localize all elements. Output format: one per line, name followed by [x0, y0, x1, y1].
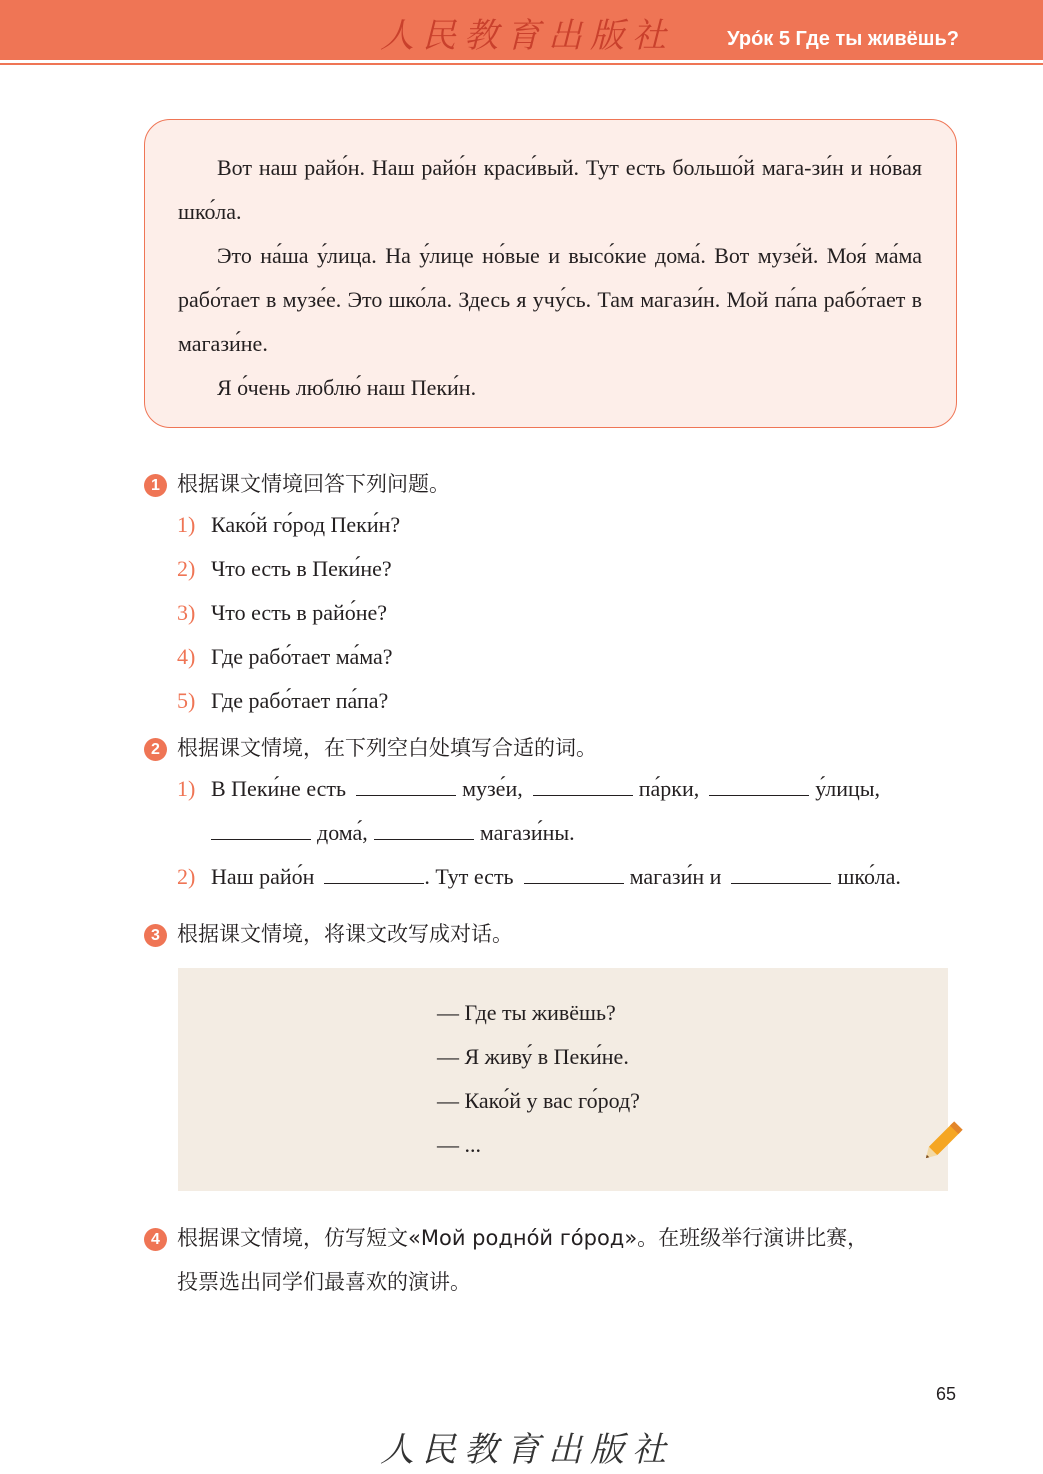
- dialog-line: — Где ты живёшь?: [437, 1000, 616, 1025]
- answer-blank[interactable]: [211, 821, 311, 840]
- sentence-part: дома́,: [317, 820, 368, 845]
- sentence-part: шко́ла.: [837, 864, 901, 889]
- fill-blank-item: [177, 864, 901, 890]
- dialog-line: — ...: [437, 1132, 481, 1157]
- task-2-heading: [144, 732, 964, 762]
- item-index: 1): [177, 512, 196, 537]
- question-item: [177, 644, 393, 670]
- pencil-icon: [918, 1113, 972, 1165]
- answer-blank[interactable]: [374, 821, 474, 840]
- task-number-badge: 3: [144, 924, 167, 947]
- item-index: 4): [177, 644, 196, 669]
- task-4-continued: [177, 1266, 997, 1296]
- sentence-part: В Пеки́не есть: [211, 776, 347, 801]
- reading-paragraph: Вот наш райо́н. Наш райо́н краси́вый. Тут есть большо́й мага-зи́н и но́вая шко́ла.: [178, 155, 922, 224]
- header-rule: [0, 63, 1043, 65]
- lesson-title: Уро́к 5 Где ты живёшь?: [727, 28, 959, 50]
- dialog-line: — Како́й у вас го́род?: [437, 1088, 640, 1113]
- question-item: [177, 512, 400, 538]
- task-instruction: 根据课文情境回答下列问题。: [177, 472, 450, 496]
- page-number: 65: [936, 1384, 957, 1404]
- answer-blank[interactable]: [324, 865, 424, 884]
- sentence-part: па́рки,: [638, 776, 700, 801]
- item-index: 2): [177, 556, 196, 581]
- reading-paragraph: Это на́ша у́лица. На у́лице но́вые и высо́кие дома́. Вот музе́й. Моя́ ма́ма рабо́тает в музе́е. Это шко́ла. Здесь я учу́сь. Там магази́н. Мой па́па рабо́тает в магази́не.: [178, 243, 922, 356]
- item-index: 1): [177, 776, 196, 801]
- question-text: Како́й го́род Пеки́н?: [211, 512, 401, 537]
- sentence-part: музе́и,: [462, 776, 523, 801]
- sentence-part: у́лицы,: [815, 776, 881, 801]
- task-number-badge: 1: [144, 474, 167, 497]
- publisher-logo-footer: 人民教育出版社: [380, 1430, 674, 1470]
- question-text: Где рабо́тает па́па?: [211, 688, 389, 713]
- task-1-heading: [144, 468, 964, 498]
- answer-blank[interactable]: [731, 865, 831, 884]
- task-number-badge: 4: [144, 1228, 167, 1251]
- question-text: Что есть в райо́не?: [211, 600, 388, 625]
- sentence-part: . Тут есть: [424, 864, 514, 889]
- sentence-part: Наш райо́н: [211, 864, 315, 889]
- task-instruction: 投票选出同学们最喜欢的演讲。: [177, 1270, 471, 1294]
- question-item: [177, 600, 387, 626]
- answer-blank[interactable]: [533, 777, 633, 796]
- task-instruction: 根据课文情境，仿写短文«Мой родно́й го́род»。在班级举行演讲比赛，: [177, 1226, 869, 1250]
- item-index: 3): [177, 600, 196, 625]
- question-item: [177, 688, 388, 714]
- task-4-heading: [144, 1222, 964, 1252]
- reading-paragraph: Я о́чень люблю́ наш Пеки́н.: [217, 375, 477, 400]
- publisher-logo: 人民教育出版社: [380, 16, 674, 56]
- reading-text-box: [144, 119, 957, 428]
- task-instruction: 根据课文情境，在下列空白处填写合适的词。: [177, 736, 597, 760]
- answer-blank[interactable]: [709, 777, 809, 796]
- answer-blank[interactable]: [524, 865, 624, 884]
- task-instruction: 根据课文情境，将课文改写成对话。: [177, 922, 513, 946]
- question-text: Что есть в Пеки́не?: [211, 556, 392, 581]
- task-3-heading: [144, 918, 964, 948]
- item-index: 5): [177, 688, 196, 713]
- task-number-badge: 2: [144, 738, 167, 761]
- sentence-part: магази́ны.: [479, 820, 575, 845]
- fill-blank-item: [177, 776, 880, 802]
- question-item: [177, 556, 392, 582]
- sentence-part: магази́н и: [629, 864, 722, 889]
- question-text: Где рабо́тает ма́ма?: [211, 644, 393, 669]
- dialog-line: — Я живу́ в Пеки́не.: [437, 1044, 629, 1069]
- answer-blank[interactable]: [356, 777, 456, 796]
- fill-blank-item-continued: [211, 820, 575, 846]
- item-index: 2): [177, 864, 196, 889]
